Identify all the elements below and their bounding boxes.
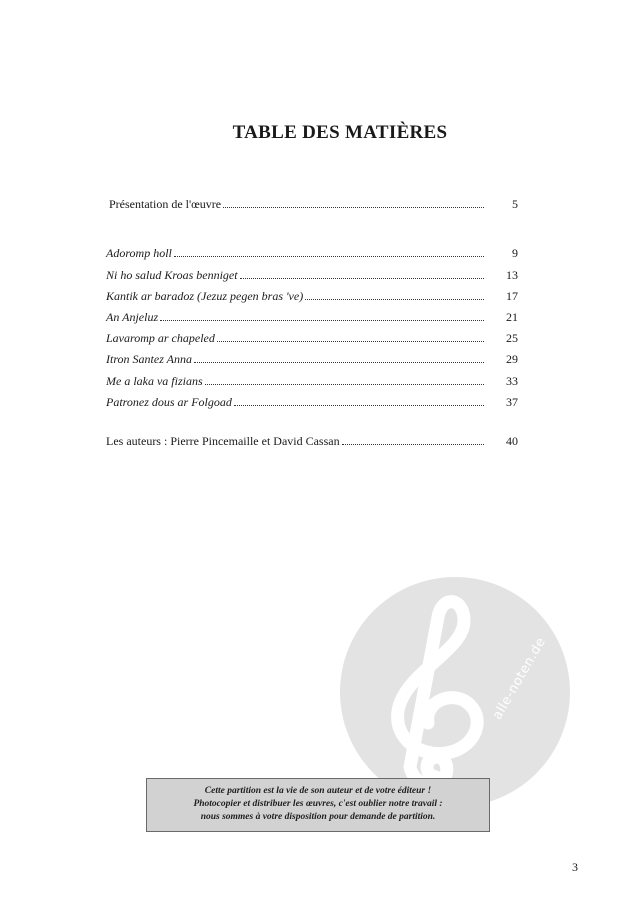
- toc-entry-presentation[interactable]: [109, 193, 518, 211]
- toc-entry-page: 13: [506, 268, 518, 282]
- toc-entry-page: 9: [512, 246, 518, 260]
- toc-entry-piece[interactable]: [106, 327, 518, 345]
- toc-entry-page: 40: [506, 434, 518, 448]
- toc-entry-label: Itron Santez Anna: [106, 352, 192, 366]
- dot-leader: [217, 340, 484, 342]
- watermark-text: alle-noten.de: [490, 635, 550, 723]
- notice-line: Photocopier et distribuer les œuvres, c'est oublier notre travail :: [193, 799, 443, 809]
- toc-entry-page: 17: [506, 289, 518, 303]
- toc-entry-page: 33: [506, 374, 518, 388]
- dot-leader: [160, 319, 484, 321]
- toc-entry-label: An Anjeluz: [106, 310, 159, 324]
- toc-entry-label: Les auteurs : Pierre Pincemaille et David Cassan: [106, 434, 340, 448]
- toc-entry-piece[interactable]: [106, 348, 518, 366]
- treble-clef-icon: [340, 577, 570, 807]
- toc-entry-piece[interactable]: [106, 242, 518, 260]
- toc-entry-piece[interactable]: [106, 306, 518, 324]
- toc-entry-piece[interactable]: [106, 370, 518, 388]
- toc-entry-label: Patronez dous ar Folgoad: [106, 395, 232, 409]
- dot-leader: [305, 298, 484, 300]
- toc-entry-piece[interactable]: [106, 264, 518, 282]
- page-title: TABLE DES MATIÈRES: [232, 122, 448, 143]
- toc-entry-label: Ni ho salud Kroas benniget: [106, 268, 238, 282]
- page-number: 3: [572, 860, 578, 874]
- toc-entry-piece[interactable]: [106, 391, 518, 409]
- toc-entry-label: Kantik ar baradoz (Jezuz pegen bras 've): [106, 289, 304, 303]
- dot-leader: [240, 277, 484, 279]
- watermark-logo: [340, 577, 570, 807]
- dot-leader: [194, 361, 484, 363]
- dot-leader: [223, 206, 484, 208]
- toc-entry-label: Lavaromp ar chapeled: [106, 331, 215, 345]
- notice-line: nous sommes à votre disposition pour demande de partition.: [200, 812, 436, 822]
- toc-entry-label: Me a laka va fizians: [106, 374, 203, 388]
- notice-line: Cette partition est la vie de son auteur et de votre éditeur !: [204, 786, 432, 796]
- dot-leader: [342, 443, 484, 445]
- toc-entry-piece[interactable]: [106, 285, 518, 303]
- copyright-notice: [146, 778, 490, 832]
- toc-entry-page: 21: [506, 310, 518, 324]
- toc-entry-page: 37: [506, 395, 518, 409]
- toc-entry-page: 25: [506, 331, 518, 345]
- toc-entry-page: 29: [506, 352, 518, 366]
- toc-entry-authors[interactable]: [106, 430, 518, 448]
- toc-entry-page: 5: [512, 197, 518, 211]
- dot-leader: [205, 383, 484, 385]
- toc-entry-label: Présentation de l'œuvre: [109, 197, 222, 211]
- dot-leader: [174, 255, 484, 257]
- dot-leader: [234, 404, 484, 406]
- toc-entry-label: Adoromp holl: [106, 246, 172, 260]
